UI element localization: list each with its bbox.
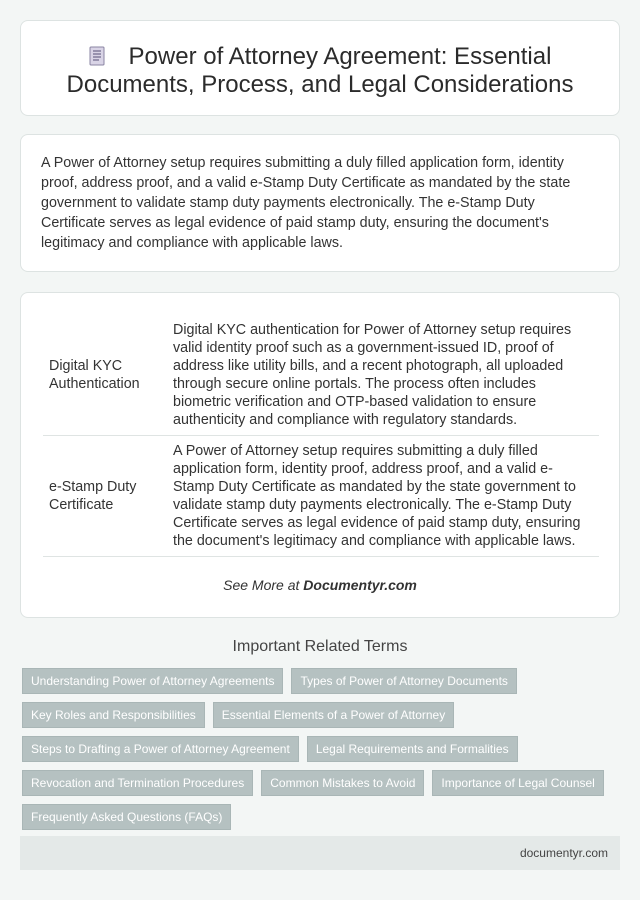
table-row xyxy=(43,436,599,557)
see-more-prefix: See More at xyxy=(223,577,304,593)
definition-cell: A Power of Attorney setup requires submitting a duly filled application form, identity proof, address proof, and a valid e-Stamp Duty Certificate as mandated by the state government to validate stamp duty payments electronically. The e-Stamp Duty Certificate serves as legal evidence of paid stamp duty, ensuring the document's legitimacy and compliance with applicable laws. xyxy=(163,436,599,557)
title-line-1: Power of Attorney Agreement: Essential xyxy=(128,43,552,70)
related-tag[interactable]: Legal Requirements and Formalities xyxy=(307,736,518,762)
related-tag[interactable]: Essential Elements of a Power of Attorney xyxy=(213,702,454,728)
intro-card xyxy=(20,134,620,272)
related-tag[interactable]: Steps to Drafting a Power of Attorney Agreement xyxy=(22,736,299,762)
table-row xyxy=(43,315,599,436)
related-terms-tags xyxy=(22,668,622,830)
terms-table xyxy=(43,315,599,557)
intro-text: A Power of Attorney setup requires submitting a duly filled application form, identity proof, address proof, and a valid e-Stamp Duty Certificate as mandated by the state government to validate stamp duty payments electronically. The e-Stamp Duty Certificate serves as legal evidence of paid stamp duty, ensuring the document's legitimacy and compliance with applicable laws. xyxy=(41,155,571,251)
page-title xyxy=(21,43,619,99)
see-more xyxy=(21,577,619,593)
related-tag[interactable]: Common Mistakes to Avoid xyxy=(261,770,424,796)
related-tag[interactable]: Revocation and Termination Procedures xyxy=(22,770,253,796)
related-tag[interactable]: Frequently Asked Questions (FAQs) xyxy=(22,804,231,830)
terms-table-card xyxy=(20,292,620,618)
related-tag[interactable]: Key Roles and Responsibilities xyxy=(22,702,205,728)
related-tag[interactable]: Types of Power of Attorney Documents xyxy=(291,668,516,694)
related-tag[interactable]: Importance of Legal Counsel xyxy=(432,770,603,796)
term-cell: Digital KYC Authentication xyxy=(43,315,163,436)
title-line-2: Documents, Process, and Legal Considerations xyxy=(66,71,574,98)
definition-cell: Digital KYC authentication for Power of Attorney setup requires valid identity proof such as a government-issued ID, proof of address like utility bills, and a recent photograph, all uploaded through secure online portals. The process often includes biometric verification and OTP-based validation to ensure authenticity and compliance with regulatory standards. xyxy=(163,315,599,436)
footer-site[interactable]: documentyr.com xyxy=(519,846,608,860)
footer xyxy=(20,836,620,870)
document-icon xyxy=(89,46,105,66)
related-terms-heading: Important Related Terms xyxy=(232,638,408,655)
related-tag[interactable]: Understanding Power of Attorney Agreements xyxy=(22,668,283,694)
title-card xyxy=(20,20,620,116)
term-cell: e-Stamp Duty Certificate xyxy=(43,436,163,557)
see-more-link[interactable]: Documentyr.com xyxy=(303,577,417,593)
